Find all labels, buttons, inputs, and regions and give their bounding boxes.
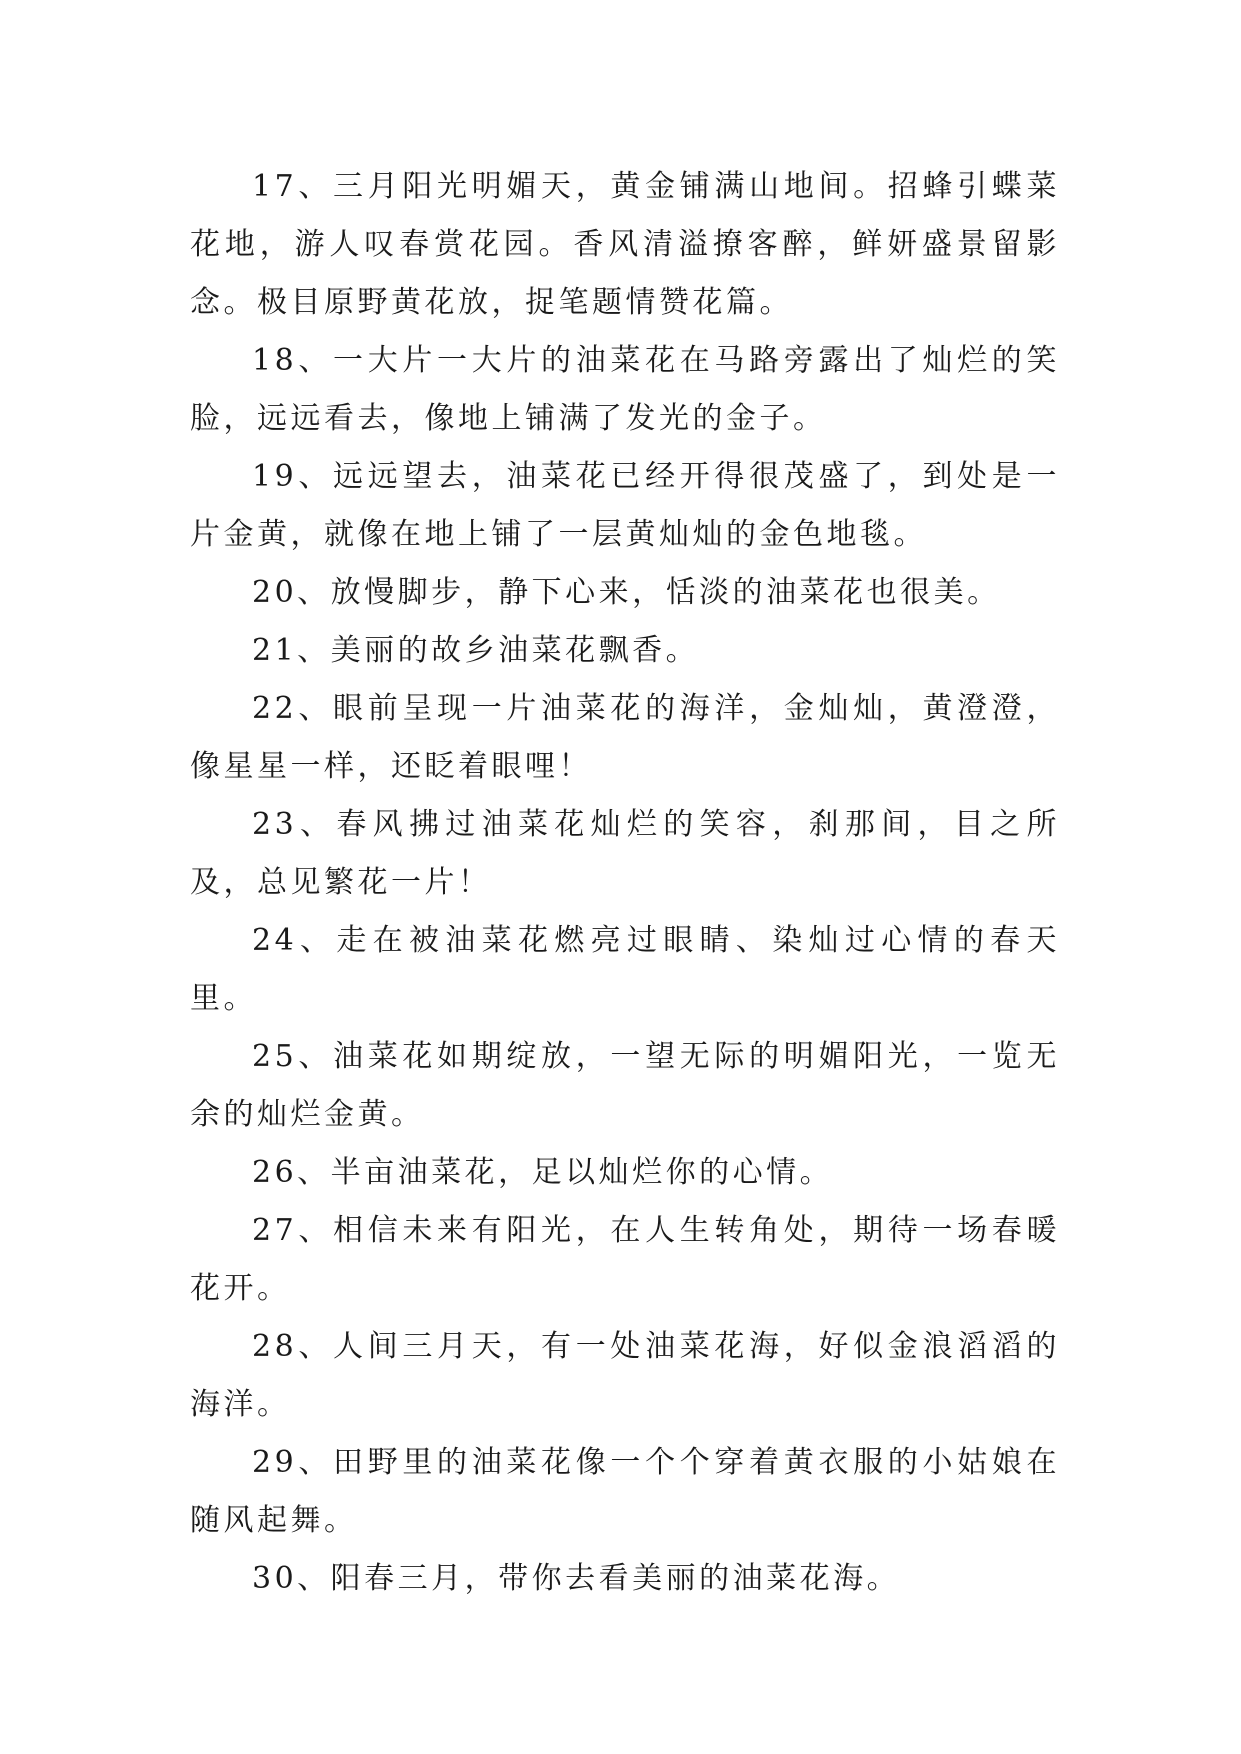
paragraph-19: 19、远远望去，油菜花已经开得很茂盛了，到处是一片金黄，就像在地上铺了一层黄灿灿的金色地毯。 <box>190 459 1060 552</box>
paragraph-26: 26、半亩油菜花，足以灿烂你的心情。 <box>252 1155 834 1190</box>
paragraph-30: 30、阳春三月，带你去看美丽的油菜花海。 <box>252 1561 901 1596</box>
paragraph-28: 28、人间三月天，有一处油菜花海，好似金浪滔滔的海洋。 <box>190 1329 1060 1422</box>
paragraph-17: 17、三月阳光明媚天，黄金铺满山地间。招蜂引蝶菜花地，游人叹春赏花园。香风清溢撩客醉，鲜妍盛景留影念。极目原野黄花放，捉笔题情赞花篇。 <box>190 169 1060 320</box>
document-body <box>190 158 1060 1608</box>
paragraph-25: 25、油菜花如期绽放，一望无际的明媚阳光，一览无余的灿烂金黄。 <box>190 1039 1060 1132</box>
paragraph-20: 20、放慢脚步，静下心来，恬淡的油菜花也很美。 <box>252 575 1001 610</box>
paragraph-22: 22、眼前呈现一片油菜花的海洋，金灿灿，黄澄澄，像星星一样，还眨着眼哩！ <box>190 691 1060 784</box>
paragraph-24: 24、走在被油菜花燃亮过眼睛、染灿过心情的春天里。 <box>190 923 1060 1016</box>
paragraph-23: 23、春风拂过油菜花灿烂的笑容，刹那间，目之所及，总见繁花一片！ <box>190 807 1060 900</box>
paragraph-27: 27、相信未来有阳光，在人生转角处，期待一场春暖花开。 <box>190 1213 1060 1306</box>
paragraph-18: 18、一大片一大片的油菜花在马路旁露出了灿烂的笑脸，远远看去，像地上铺满了发光的金子。 <box>190 343 1060 436</box>
paragraph-21: 21、美丽的故乡油菜花飘香。 <box>252 633 700 668</box>
paragraph-29: 29、田野里的油菜花像一个个穿着黄衣服的小姑娘在随风起舞。 <box>190 1445 1060 1538</box>
